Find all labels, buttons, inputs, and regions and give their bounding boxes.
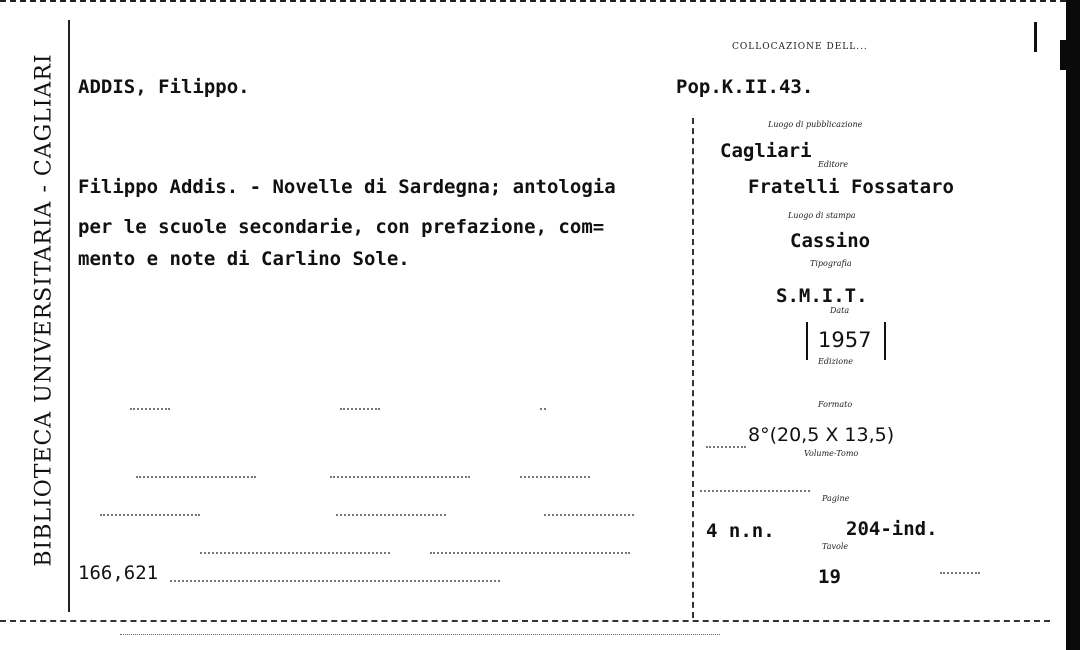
leader-dots [100,514,200,516]
leader-dots [200,552,390,554]
edizione-label: Edizione [818,357,853,366]
leader-dots [130,408,170,410]
right-edge-notch [1060,40,1066,70]
editore-label: Editore [818,160,849,169]
shelfmark: Pop.K.II.43. [676,76,814,98]
formato-label: Formato [818,400,853,409]
luogo-pubblicazione-value: Cagliari [720,140,812,162]
pagine-value-left: 4 n.n. [706,520,775,542]
leader-dots [330,476,470,478]
leader-dots [336,514,446,516]
luogo-pubblicazione-label: Luogo di pubblicazione [768,120,863,129]
leader-dots [540,408,546,410]
leader-dots [430,552,630,554]
luogo-stampa-value: Cassino [790,230,871,252]
description-line-1: Filippo Addis. - Novelle di Sardegna; antologia [78,176,616,198]
library-name: BIBLIOTECA UNIVERSITARIA - CAGLIARI [31,53,57,567]
author-heading: ADDIS, Filippo. [78,76,250,98]
formato-value: 8°(20,5 X 13,5) [748,424,895,446]
right-edge-shadow [1066,0,1080,650]
pagine-label: Pagine [822,494,850,503]
data-label: Data [830,306,850,315]
leader-dots [520,476,590,478]
pagine-value-right: 204-ind. [846,518,938,540]
pencil-mark [940,572,980,574]
leader-dots [340,408,380,410]
ink-mark [1034,22,1037,52]
editore-value: Fratelli Fossataro [748,176,954,198]
tipografia-value: S.M.I.T. [776,285,868,307]
volume-tomo-label: Volume-Tomo [804,449,859,458]
formato-leader [706,446,746,448]
leader-dots [170,580,500,582]
column-divider [692,118,694,618]
description-line-2: per le scuole secondarie, con prefazione, com= [78,216,605,238]
leader-dots [136,476,256,478]
bottom-border [0,620,1050,622]
data-value: 1957 [818,328,872,352]
leader-dots [700,490,810,492]
collocazione-label: COLLOCAZIONE DELL... [732,42,868,52]
inventory-number: 166,621 [78,562,159,584]
leader-dots [544,514,634,516]
tavole-label: Tavole [822,542,849,551]
bottom-border-faint [120,634,720,635]
tipografia-label: Tipografia [810,259,852,268]
top-border [0,0,1066,2]
luogo-stampa-label: Luogo di stampa [788,211,856,220]
description-line-3: mento e note di Carlino Sole. [78,248,410,270]
left-margin-line [68,20,70,612]
tavole-value: 19 [818,566,841,588]
